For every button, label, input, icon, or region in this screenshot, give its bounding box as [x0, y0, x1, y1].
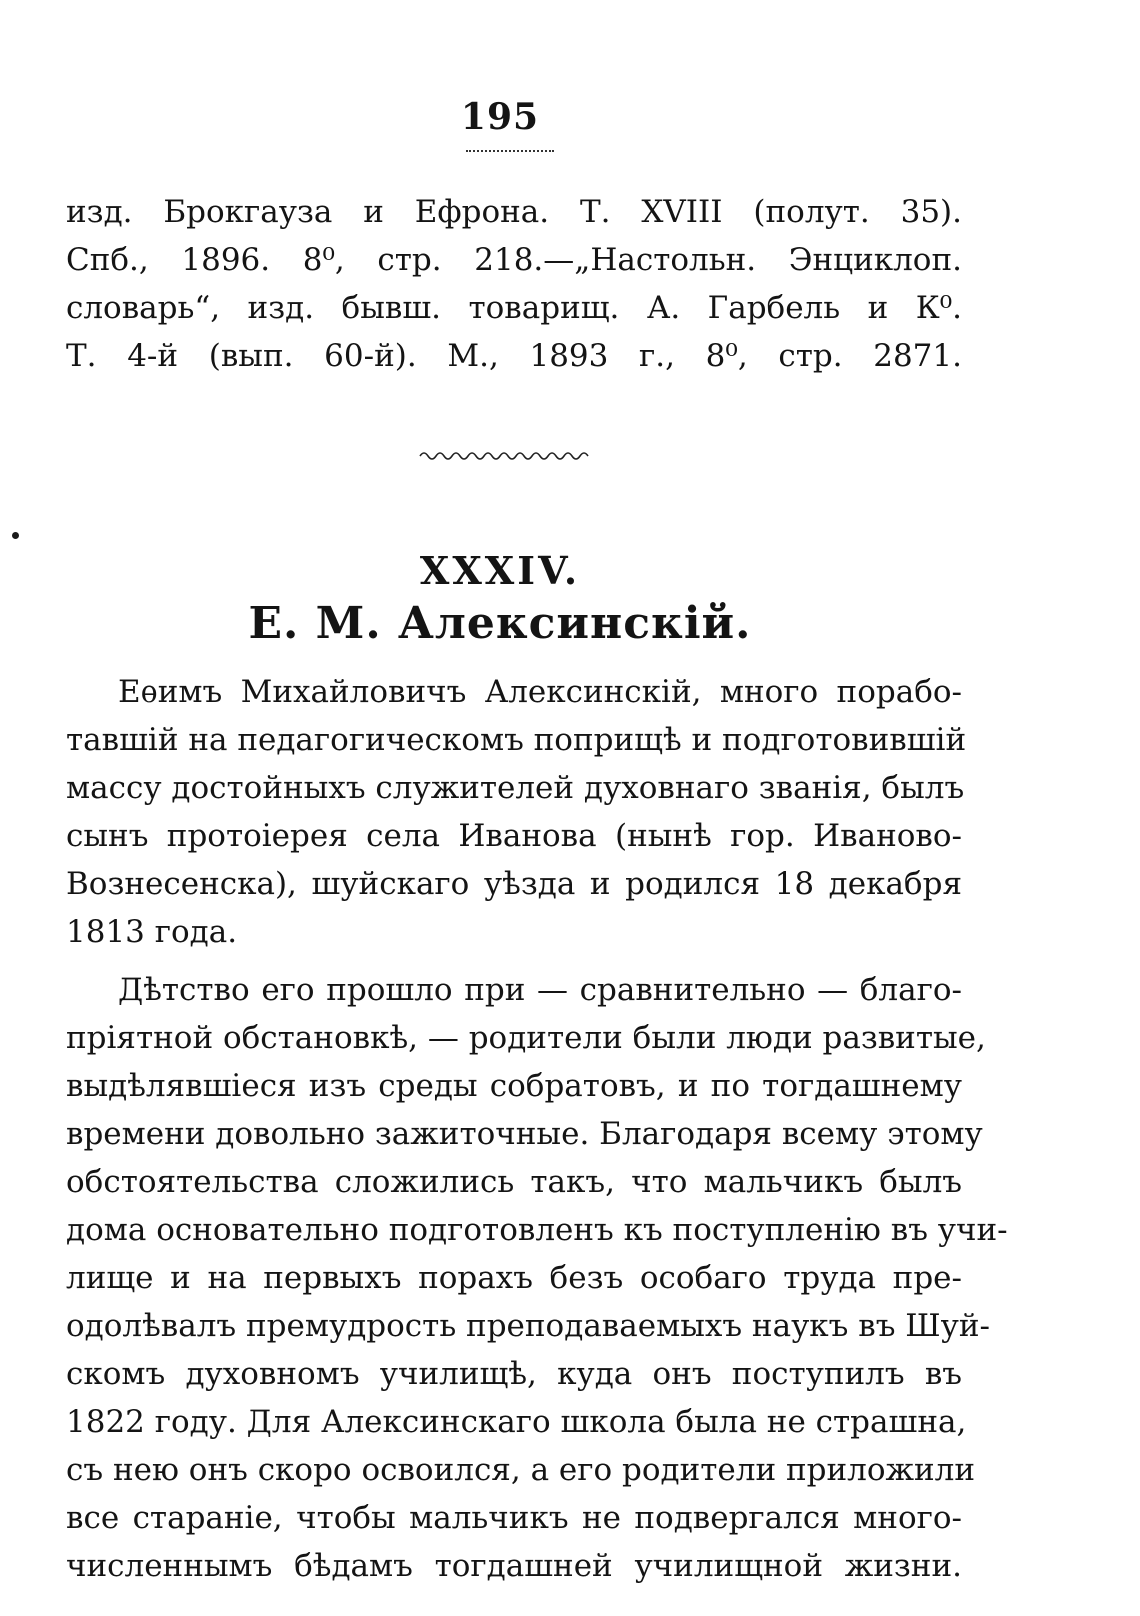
footnote-line: изд. Брокгауза и Ефрона. Т. XVIII (полут. 35). — [66, 194, 962, 230]
text-line: 1822 году. Для Алексинскаго школа была не страшна, — [66, 1404, 967, 1440]
footnote-line: словарь“, изд. бывш. товарищ. А. Гарбель и К⁰. — [66, 290, 962, 326]
text-line: съ нею онъ скоро освоился, а его родители приложили — [66, 1452, 976, 1488]
stray-ink-mark — [12, 532, 19, 539]
footnote-line: Т. 4-й (вып. 60-й). М., 1893 г., 8⁰, стр. 2871. — [66, 338, 962, 374]
text-line: лище и на первыхъ порахъ безъ особаго труда пре- — [66, 1260, 962, 1296]
text-line: выдѣлявшіеся изъ среды собратовъ, и по тогдашнему — [66, 1068, 962, 1104]
text-line: дома основательно подготовленъ къ поступленію въ учи- — [66, 1212, 1008, 1248]
text-line: одолѣвалъ премудрость преподаваемыхъ наукъ въ Шуй- — [66, 1308, 991, 1344]
text-line: 1813 года. — [66, 914, 238, 950]
text-line: все стараніе, чтобы мальчикъ не подвергался много- — [66, 1500, 962, 1536]
page-number: 195 — [460, 96, 540, 138]
text-line: Дѣтство его прошло при — сравнительно — благо- — [118, 972, 962, 1008]
text-line: обстоятельства сложились такъ, что мальчикъ былъ — [66, 1164, 962, 1200]
text-line: численнымъ бѣдамъ тогдашней училищной жизни. — [66, 1548, 962, 1584]
wavy-ornament-divider — [418, 448, 594, 464]
text-line: сынъ протоіерея села Иванова (нынѣ гор. Иваново- — [66, 818, 962, 854]
chapter-title: Е. М. Алексинскій. — [248, 598, 752, 649]
text-line: пріятной обстановкѣ, — родители были люди развитые, — [66, 1020, 986, 1056]
text-line: тавшій на педагогическомъ поприщѣ и подготовившій — [66, 722, 967, 758]
text-line: Еѳимъ Михайловичъ Алексинскій, много порабо- — [118, 674, 962, 710]
text-line: времени довольно зажиточные. Благодаря всему этому — [66, 1116, 983, 1152]
page-number-rule — [466, 150, 554, 152]
text-line: скомъ духовномъ училищѣ, куда онъ поступилъ въ — [66, 1356, 962, 1392]
text-line: массу достойныхъ служителей духовнаго званія, былъ — [66, 770, 965, 806]
chapter-number: XXXIV. — [419, 548, 581, 593]
footnote-line: Спб., 1896. 8⁰, стр. 218.—„Настольн. Энциклоп. — [66, 242, 962, 278]
text-line: Вознесенска), шуйскаго уѣзда и родился 18 декабря — [66, 866, 962, 902]
